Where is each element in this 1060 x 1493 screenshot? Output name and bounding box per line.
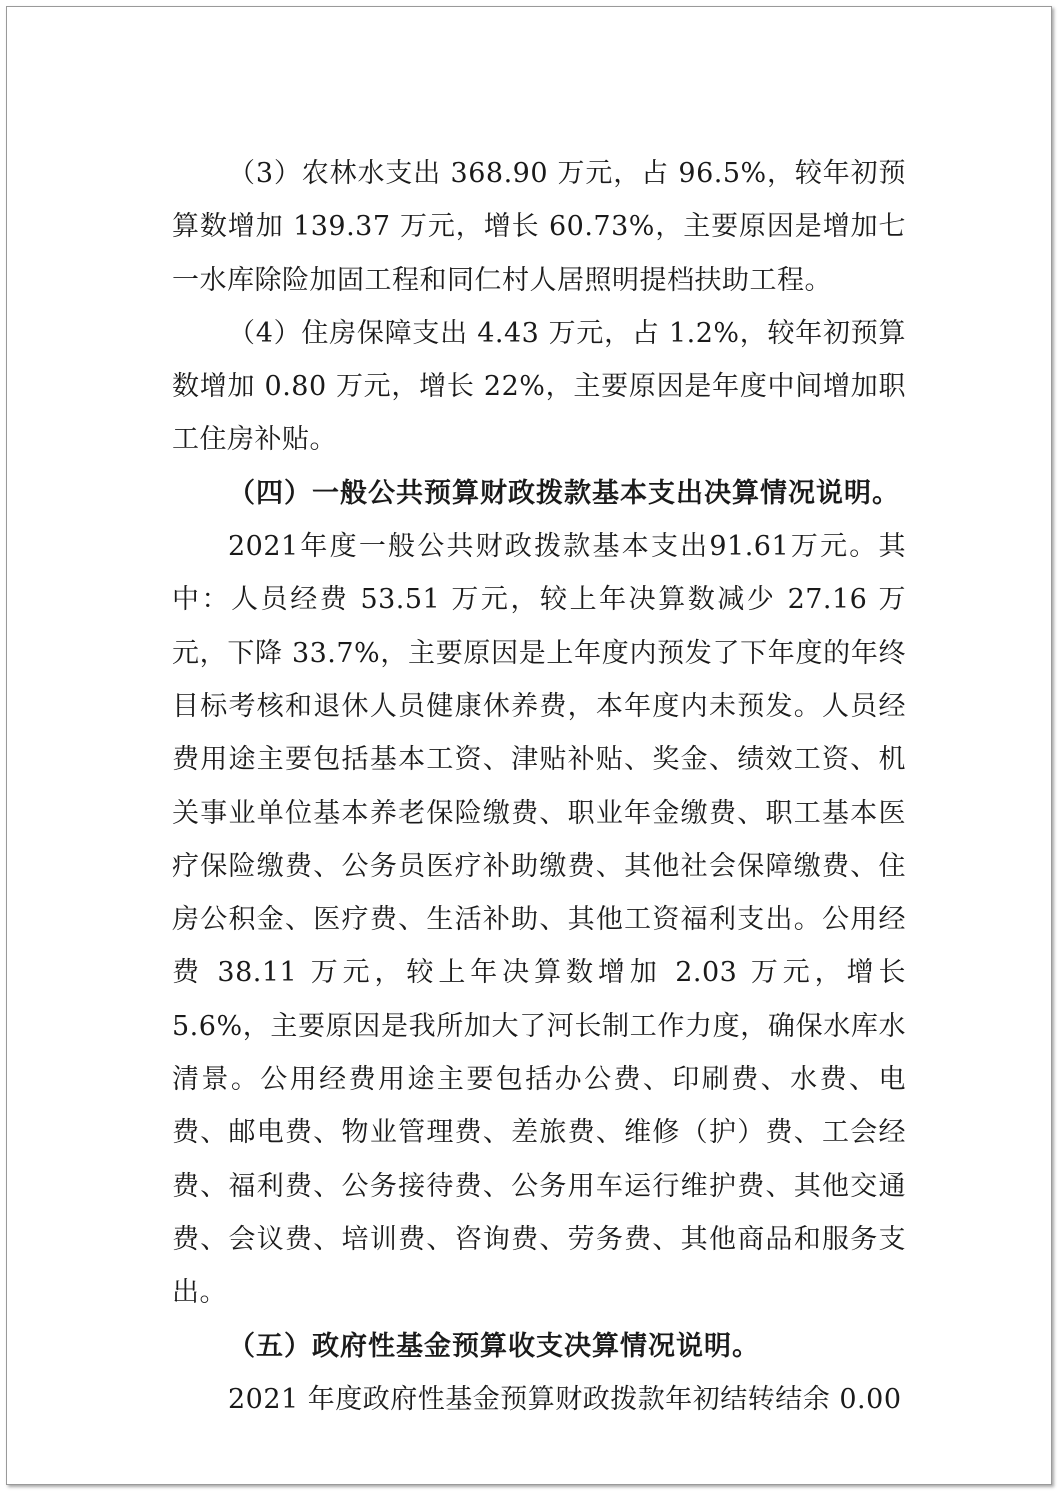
paragraph-government-fund: 2021 年度政府性基金预算财政拨款年初结转结余 0.00 xyxy=(228,1383,902,1415)
paragraph-basic-expenditure: 2021年度一般公共财政拨款基本支出91.61万元。其中：人员经费 53.51 万元，较上年决算数减少 27.16 万元，下降 33.7%，主要原因是上年度内预发了下年度的年终目标考核和退休人员健康休养费，本年度内未预发。人员经费用途主要包括基本工资、津贴补贴、奖金、绩效工资、机关事业单位基本养老保险缴费、职业年金缴费、职工基本医疗保险缴费、公务员医疗补助缴费、其他社会保障缴费、住房公积金、医疗费、生活补助、其他工资福利支出。公用经费 38.11 万元，较上年决算数增加 2.03 万元，增长 5.6%，主要原因是我所加大了河长制工作力度，确保水库水清景。公用经费用途主要包括办公费、印刷费、水费、电费、邮电费、物业管理费、差旅费、维修（护）费、工会经费、福利费、公务接待费、公务用车运行维护费、其他交通费、会议费、培训费、咨询费、劳务费、其他商品和服务支出。 xyxy=(172,531,906,1309)
document-body xyxy=(172,147,906,1426)
section-heading-government-fund: （五）政府性基金预算收支决算情况说明。 xyxy=(228,1330,760,1362)
paragraph-housing-expenditure: （4）住房保障支出 4.43 万元，占 1.2%，较年初预算数增加 0.80 万元，增长 22%，主要原因是年度中间增加职工住房补贴。 xyxy=(172,317,906,456)
document-page xyxy=(6,6,1052,1485)
section-heading-basic-expenditure: （四）一般公共预算财政拨款基本支出决算情况说明。 xyxy=(228,477,900,509)
paragraph-agriculture-expenditure: （3）农林水支出 368.90 万元，占 96.5%，较年初预算数增加 139.37 万元，增长 60.73%，主要原因是增加七一水库除险加固工程和同仁村人居照明提档扶助工程。 xyxy=(172,158,906,296)
